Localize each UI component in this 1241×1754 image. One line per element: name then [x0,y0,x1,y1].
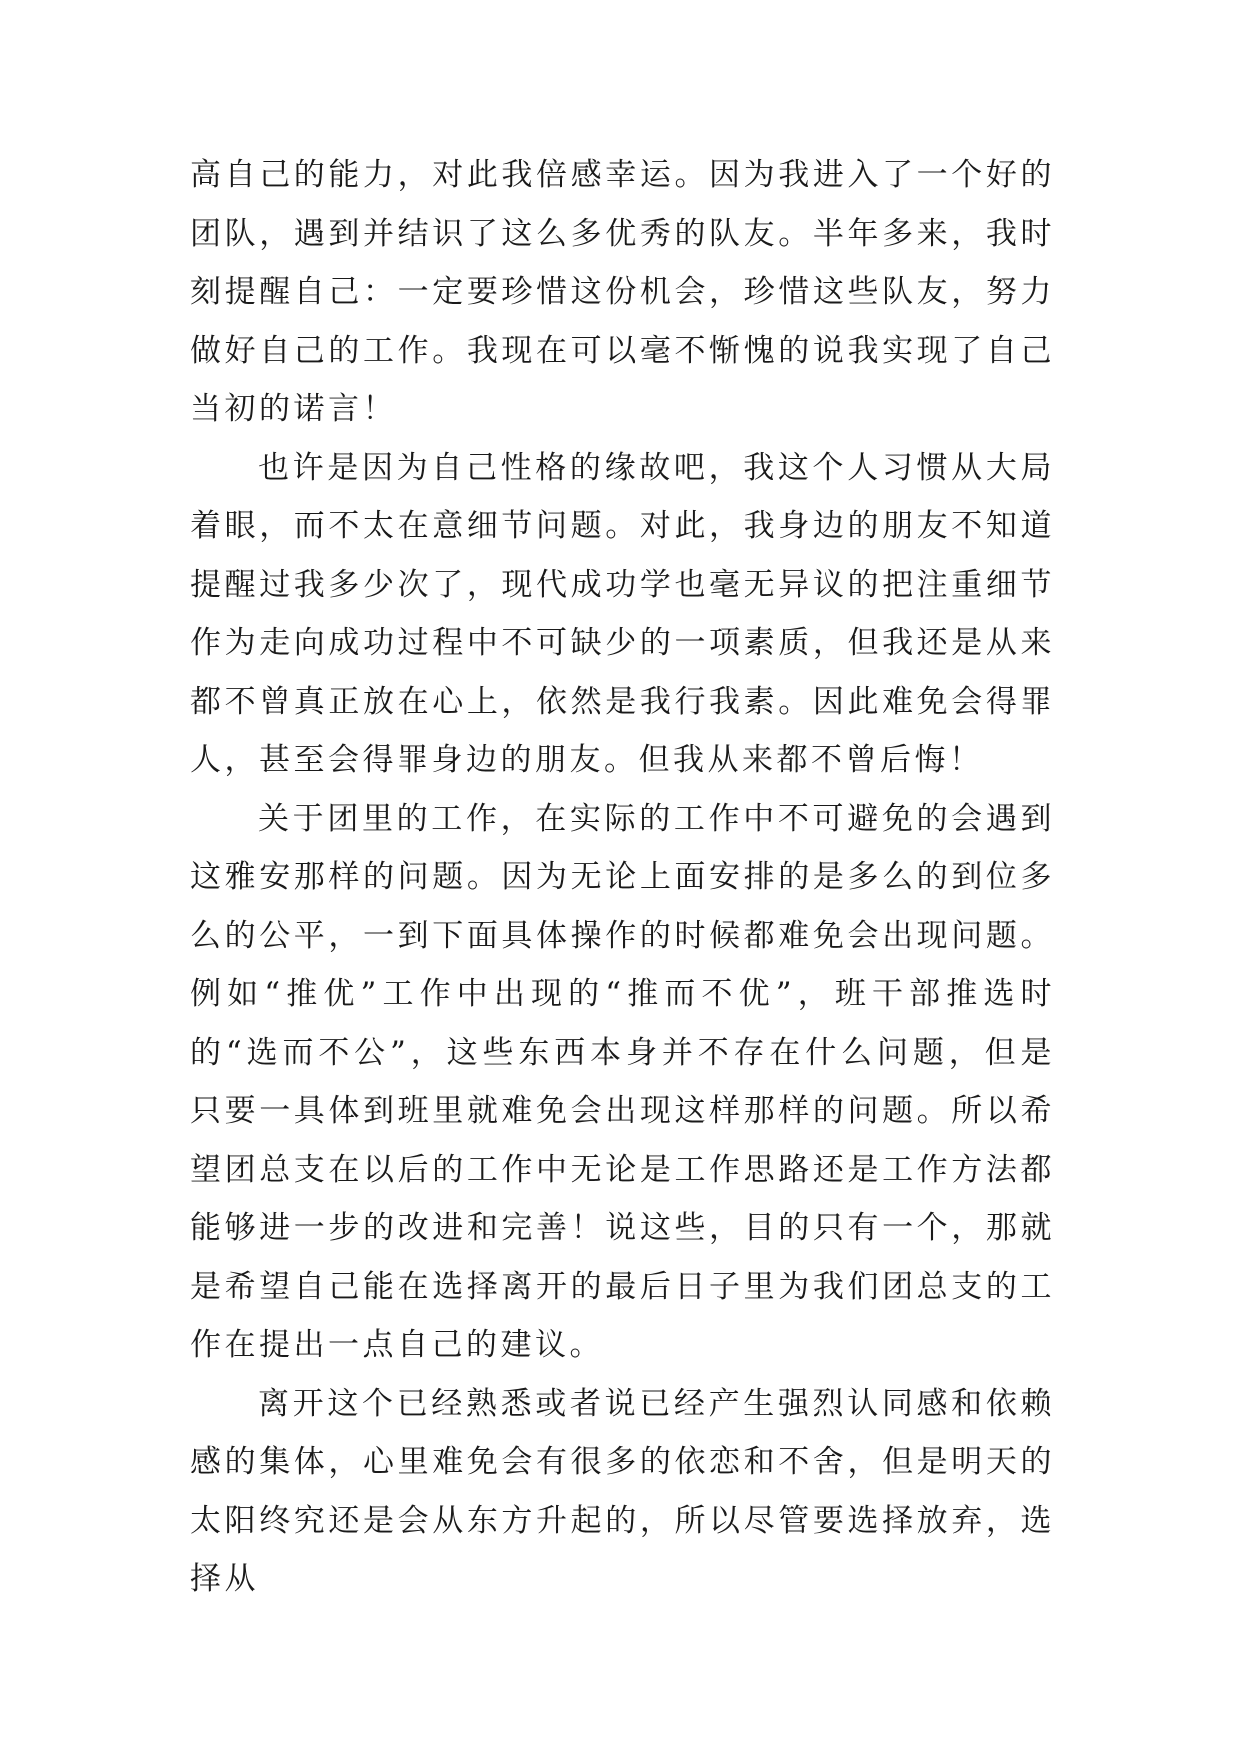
paragraph-league-work: 关于团里的工作，在实际的工作中不可避免的会遇到这雅安那样的问题。因为无论上面安排的是多么的到位多么的公平，一到下面具体操作的时候都难免会出现问题。例如“推优”工作中出现的“推而不优”，班干部推选时的“选而不公”，这些东西本身并不存在什么问题，但是只要一具体到班里就难免会出现这样那样的问题。所以希望团总支在以后的工作中无论是工作思路还是工作方法都能够进一步的改进和完善！说这些，目的只有一个，那就是希望自己能在选择离开的最后日子里为我们团总支的工作在提出一点自己的建议。 [190,800,1055,1363]
paragraph-personality: 也许是因为自己性格的缘故吧，我这个人习惯从大局着眼，而不太在意细节问题。对此，我身边的朋友不知道提醒过我多少次了，现代成功学也毫无异议的把注重细节作为走向成功过程中不可缺少的一项素质，但我还是从来都不曾真正放在心上，依然是我行我素。因此难免会得罪人，甚至会得罪身边的朋友。但我从来都不曾后悔！ [190,449,1055,778]
paragraph-continuation: 高自己的能力，对此我倍感幸运。因为我进入了一个好的团队，遇到并结识了这么多优秀的队友。半年多来，我时刻提醒自己：一定要珍惜这份机会，珍惜这些队友，努力做好自己的工作。我现在可以毫不惭愧的说我实现了自己当初的诺言！ [190,157,1055,427]
paragraph-leaving: 离开这个已经熟悉或者说已经产生强烈认同感和依赖感的集体，心里难免会有很多的依恋和不舍，但是明天的太阳终究还是会从东方升起的，所以尽管要选择放弃，选择从 [190,1385,1055,1597]
document-body [190,146,1055,1609]
